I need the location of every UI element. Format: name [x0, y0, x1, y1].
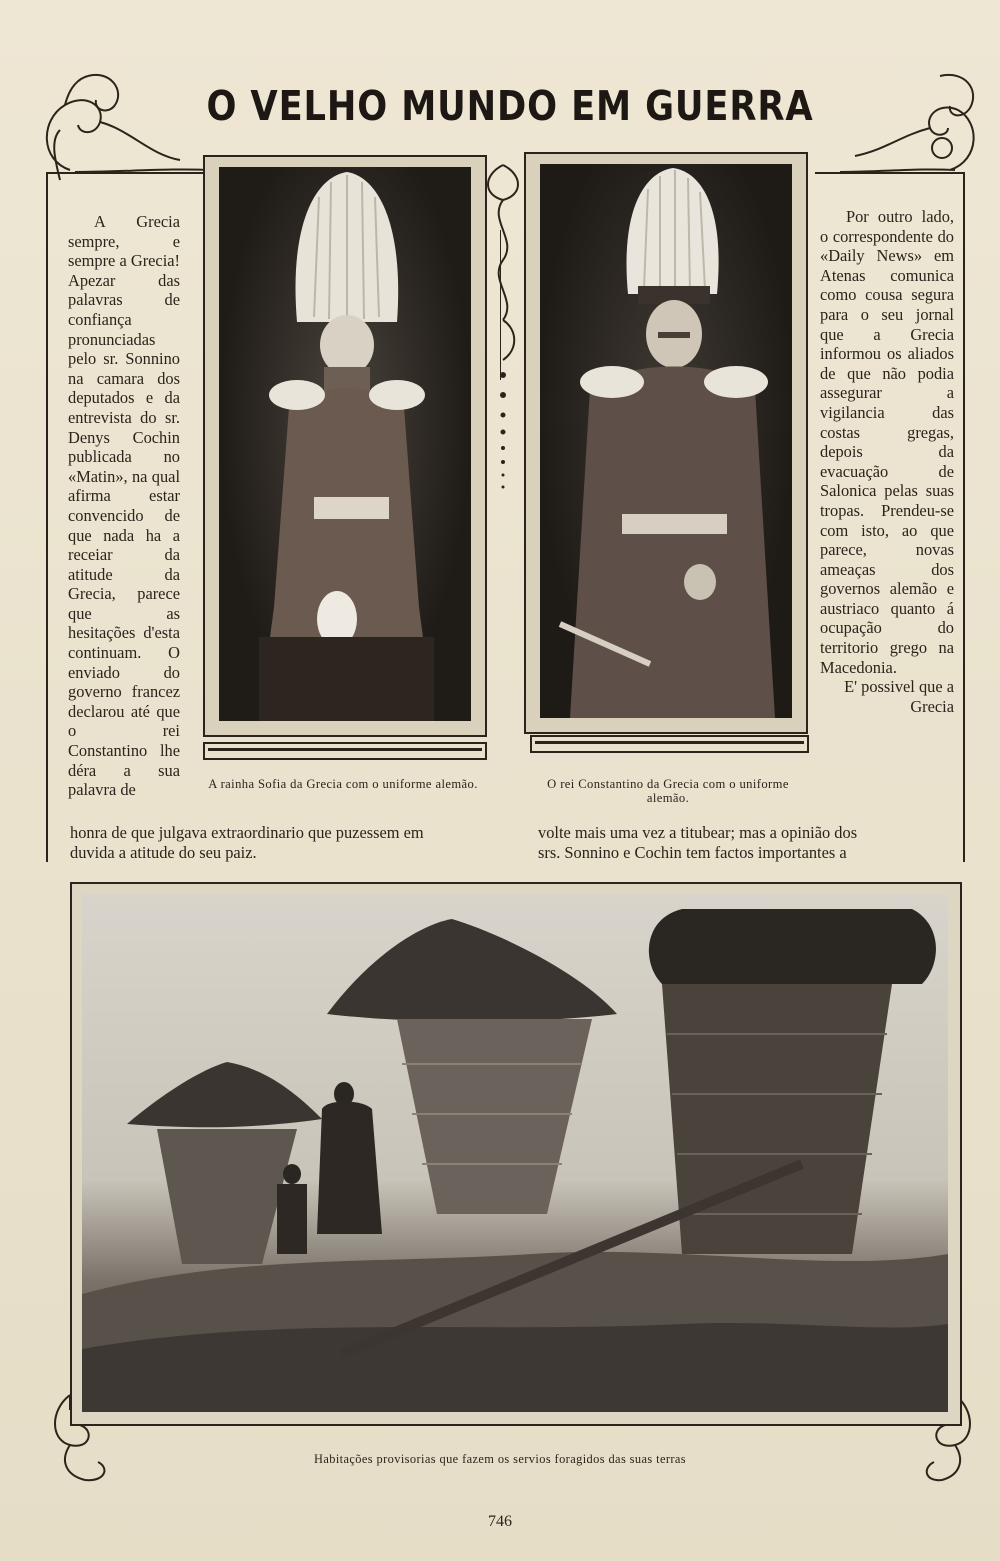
- article-right-continuation-line-1: volte mais uma vez a titubear; mas a opinião dos: [538, 823, 858, 842]
- frame-left-rule: [46, 172, 48, 862]
- article-left-continuation-line-2: duvida a atitude do seu paiz.: [70, 843, 257, 862]
- queen-photo-caption: A rainha Sofia da Grecia com o uniforme alemão.: [208, 777, 478, 791]
- queen-photo-plaque: [203, 742, 487, 760]
- king-photo-caption: O rei Constantino da Grecia com o uniforme alemão.: [547, 777, 789, 805]
- huts-scene-illustration: [82, 894, 948, 1412]
- queen-photo: [219, 167, 471, 721]
- king-figure-illustration: [540, 164, 792, 718]
- huts-photo: [82, 894, 948, 1412]
- article-right-column-paragraph-2: E' possivel que a Grecia: [844, 677, 954, 716]
- king-photo: [540, 164, 792, 718]
- top-left-scroll-ornament: [30, 60, 220, 190]
- article-right-column-text: Por outro lado, o correspondente do «Daily News» em Atenas comunica como cousa segura para o seu jornal que a Grecia informou os aliados de que não podia assegurar a vigilancia das costas gregas, depois da evacuação de Salonica pelas suas tropas. Prendeu-se com isto, ao que parece, novas ameaças dos governos alemão e austriaco quanto á ocupação do territorio grego na Macedonia.: [820, 207, 954, 677]
- king-photo-plaque: [530, 735, 809, 753]
- article-left-column-text: A Grecia sempre, e sempre a Grecia! Apezar das palavras de confiança pronunciadas pelo sr. Sonnino na camara dos deputados e da entrevista do sr. Denys Cochin publicada no «Matin», na qual afirma estar convencido de que nada ha a receiar da atitude da Grecia, parece que as hesitações d'esta continuam. O enviado do governo francez declarou até que o rei Constantino lhe déra a sua palavra de: [68, 212, 180, 800]
- top-right-scroll-ornament: [830, 60, 990, 190]
- queen-photo-frame: [203, 155, 487, 737]
- article-right-column: [820, 207, 954, 832]
- frame-right-rule: [963, 172, 965, 862]
- huts-photo-caption: Habitações provisorias que fazem os servios foragidos das suas terras: [313, 1452, 687, 1466]
- queen-figure-illustration: [219, 167, 471, 721]
- article-right-continuation-line-2: srs. Sonnino e Cochin tem factos importantes a: [538, 843, 847, 862]
- article-left-continuation-line-1: honra de que julgava extraordinario que puzessem em: [70, 823, 424, 842]
- king-photo-frame: [524, 152, 808, 734]
- article-left-column: [68, 212, 180, 832]
- huts-photo-frame: [70, 882, 962, 1426]
- page-title: O VELHO MUNDO EM GUERRA: [206, 82, 814, 130]
- page-number: 746: [488, 1513, 512, 1530]
